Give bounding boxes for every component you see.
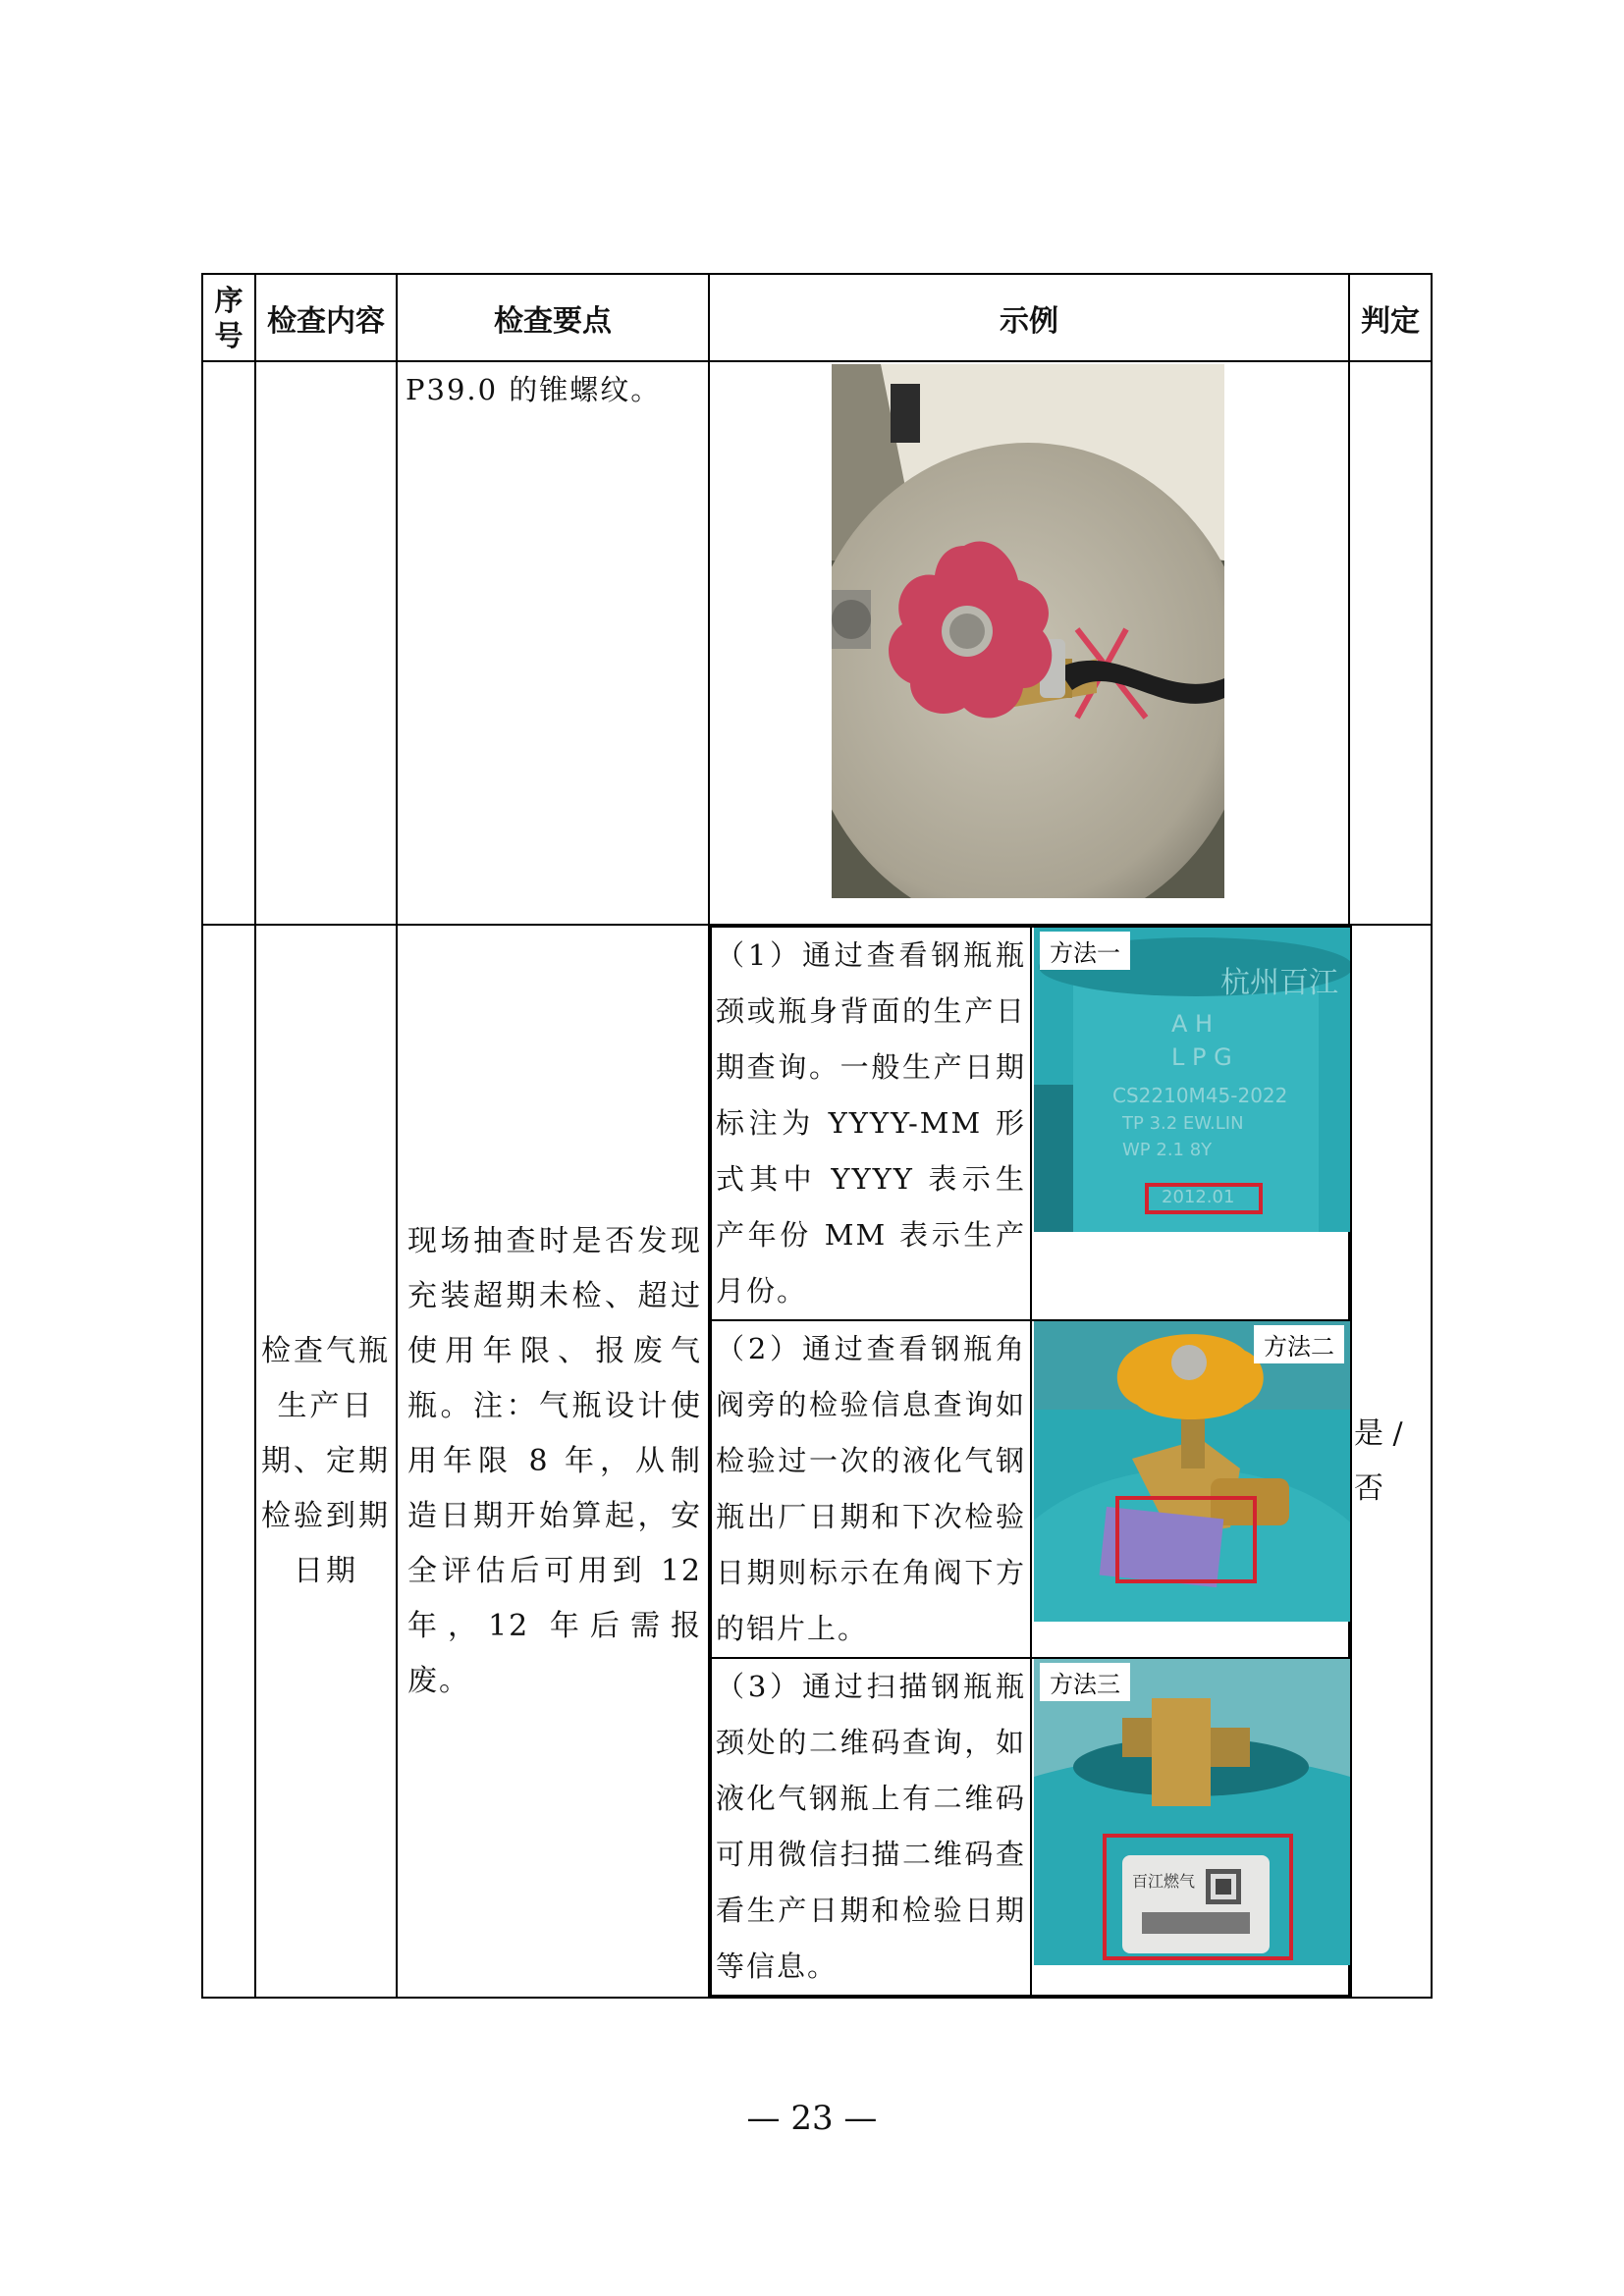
svg-text:L P G: L P G [1171, 1043, 1232, 1071]
method-2-row [711, 1320, 1351, 1658]
angle-valve-photo [1034, 1321, 1350, 1622]
header-example: 示例 [709, 274, 1349, 361]
method-2-photo [1034, 1321, 1350, 1622]
svg-text:2012.01: 2012.01 [1162, 1187, 1235, 1207]
method-3-row [711, 1658, 1351, 1996]
methods-table [710, 926, 1352, 1997]
method-1-text: （1）通过查看钢瓶瓶颈或瓶身背面的生产日期查询。一般生产日期标注为 YYYY-MM 形式其中 YYYY 表示生产年份 MM 表示生产月份。 [716, 938, 1026, 1308]
header-row [202, 274, 1432, 361]
method-2-photo-cell [1031, 1320, 1351, 1658]
method-2-text-cell [711, 1320, 1031, 1658]
table-row-2 [202, 925, 1432, 1998]
row1-points-text: P39.0 的锥螺纹。 [406, 373, 662, 406]
method-3-label: 方法三 [1040, 1663, 1130, 1701]
method-3-photo-cell [1031, 1658, 1351, 1996]
row1-seq-cell [202, 361, 255, 925]
svg-text:TP 3.2 EW.LIN: TP 3.2 EW.LIN [1122, 1113, 1244, 1134]
page-number: — 23 — [746, 2099, 878, 2138]
method-1-photo [1034, 928, 1350, 1232]
table-row-1 [202, 361, 1432, 925]
svg-text:杭州百江: 杭州百江 [1220, 966, 1338, 1000]
row2-seq-cell [202, 925, 255, 1998]
row2-item-text: 检查气瓶生产日期、定期检验到期日期 [261, 1333, 391, 1588]
qr-code-photo [1034, 1659, 1350, 1965]
method-1-photo-cell [1031, 927, 1351, 1320]
svg-text:CS2210M45-2022: CS2210M45-2022 [1112, 1084, 1288, 1107]
method-2-text: （2）通过查看钢瓶角阀旁的检验信息查询如检验过一次的液化气钢瓶出厂日期和下次检验日期则标示在角阀下方的铝片上。 [716, 1332, 1026, 1645]
method-3-text-cell [711, 1658, 1031, 1996]
method-1-text-cell [711, 927, 1031, 1320]
cylinder-neck-photo [1034, 928, 1350, 1232]
row1-item-cell [255, 361, 397, 925]
header-seq: 序号 [202, 274, 255, 361]
inspection-table [201, 273, 1433, 1999]
row1-example-cell [709, 361, 1349, 925]
header-item: 检查内容 [255, 274, 397, 361]
row2-judge-cell [1349, 925, 1432, 1998]
row2-example-cell [709, 925, 1349, 1998]
valve-thread-photo [832, 364, 1224, 898]
method-2-label: 方法二 [1254, 1325, 1344, 1363]
header-points: 检查要点 [397, 274, 709, 361]
row2-judge-text: 是 / 否 [1354, 1415, 1403, 1506]
row2-points-cell [397, 925, 709, 1998]
svg-text:百江燃气: 百江燃气 [1132, 1872, 1196, 1891]
method-1-row [711, 927, 1351, 1320]
row1-judge-cell [1349, 361, 1432, 925]
row1-points-cell [397, 361, 709, 925]
method-3-photo [1034, 1659, 1350, 1965]
row2-points-text: 现场抽查时是否发现充装超期未检、超过使用年限、报废气瓶。注：气瓶设计使用年限 8 年，从制造日期开始算起，安全评估后可用到 12 年，12 年后需报废。 [407, 1223, 702, 1698]
svg-text:WP 2.1 8Y: WP 2.1 8Y [1122, 1140, 1213, 1160]
row2-item-cell [255, 925, 397, 1998]
svg-text:A H: A H [1171, 1010, 1214, 1038]
method-1-label: 方法一 [1040, 932, 1130, 970]
method-3-text: （3）通过扫描钢瓶瓶颈处的二维码查询，如液化气钢瓶上有二维码可用微信扫描二维码查看生产日期和检验日期等信息。 [716, 1670, 1026, 1983]
header-judge: 判定 [1349, 274, 1432, 361]
